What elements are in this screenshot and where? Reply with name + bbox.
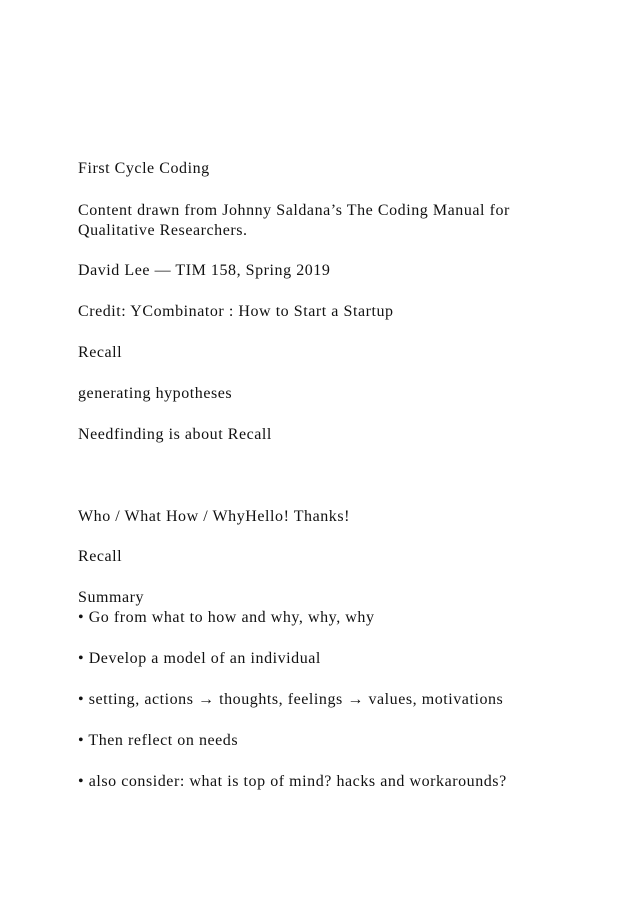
summary-bullet-3: • setting, actions → thoughts, feelings → values, motivations [78,691,504,708]
summary-bullet-4: • Then reflect on needs [78,732,239,749]
credit-line: Credit: YCombinator : How to Start a Startup [78,303,394,320]
summary-bullet-5: • also consider: what is top of mind? hacks and workarounds? [78,773,507,790]
generating-hypotheses-line: generating hypotheses [78,385,233,402]
summary-bullet-2: • Develop a model of an individual [78,650,321,667]
document-title: First Cycle Coding [78,160,210,177]
summary-heading: Summary [78,589,145,606]
source-line-1: Content drawn from Johnny Saldana’s The Coding Manual for [78,202,510,219]
who-what-line: Who / What How / WhyHello! Thanks! [78,508,350,525]
recall-heading-1: Recall [78,344,123,361]
source-line-2: Qualitative Researchers. [78,222,248,239]
summary-bullet-1: • Go from what to how and why, why, why [78,609,375,626]
needfinding-line: Needfinding is about Recall [78,426,272,443]
author-course-line: David Lee — TIM 158, Spring 2019 [78,262,331,279]
recall-heading-2: Recall [78,548,123,565]
